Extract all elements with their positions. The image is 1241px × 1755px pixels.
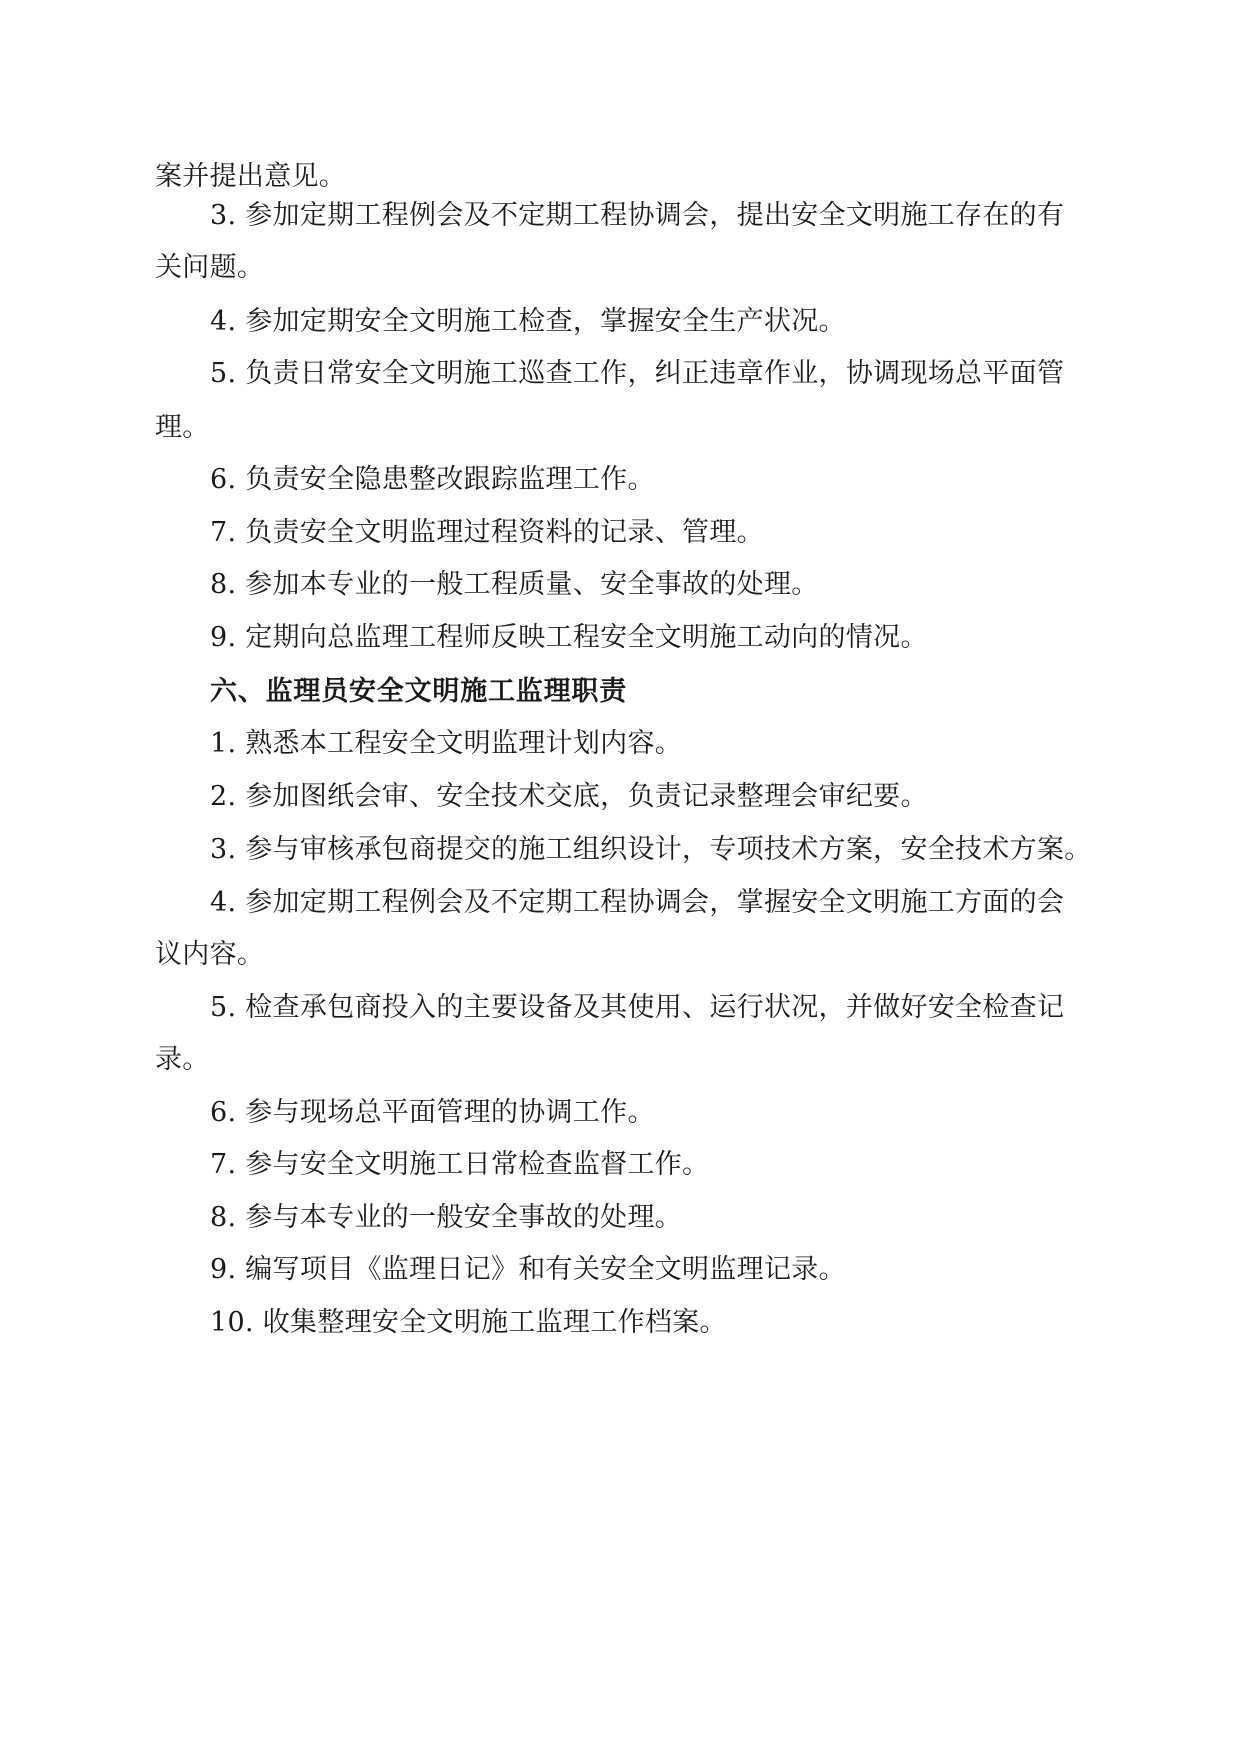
list-item: 5. 负责日常安全文明施工巡查工作，纠正违章作业，协调现场总平面管 xyxy=(210,358,1065,389)
list-item-continuation: 理。 xyxy=(155,412,210,443)
list-item: 3. 参与审核承包商提交的施工组织设计，专项技术方案，安全技术方案。 xyxy=(210,834,1092,865)
list-item: 7. 参与安全文明施工日常检查监督工作。 xyxy=(210,1149,710,1180)
list-item: 9. 编写项目《监理日记》和有关安全文明监理记录。 xyxy=(210,1254,846,1285)
list-item-continuation: 录。 xyxy=(155,1044,210,1075)
list-item: 5. 检查承包商投入的主要设备及其使用、运行状况，并做好安全检查记 xyxy=(210,992,1065,1023)
list-item: 2. 参加图纸会审、安全技术交底，负责记录整理会审纪要。 xyxy=(210,781,928,812)
section-heading: 六、监理员安全文明施工监理职责 xyxy=(210,676,627,707)
list-item: 9. 定期向总监理工程师反映工程安全文明施工动向的情况。 xyxy=(210,622,928,653)
paragraph-line: 案并提出意见。 xyxy=(155,161,347,192)
list-item: 3. 参加定期工程例会及不定期工程协调会，提出安全文明施工存在的有 xyxy=(210,200,1065,231)
list-item: 4. 参加定期工程例会及不定期工程协调会，掌握安全文明施工方面的会 xyxy=(210,887,1065,918)
list-item: 8. 参加本专业的一般工程质量、安全事故的处理。 xyxy=(210,569,819,600)
list-item-continuation: 议内容。 xyxy=(155,939,265,970)
list-item: 7. 负责安全文明监理过程资料的记录、管理。 xyxy=(210,517,764,548)
list-item: 4. 参加定期安全文明施工检查，掌握安全生产状况。 xyxy=(210,306,846,337)
list-item: 10. 收集整理安全文明施工监理工作档案。 xyxy=(210,1307,727,1338)
list-item: 6. 参与现场总平面管理的协调工作。 xyxy=(210,1097,655,1128)
list-item-continuation: 关问题。 xyxy=(155,252,265,283)
list-item: 8. 参与本专业的一般安全事故的处理。 xyxy=(210,1202,683,1233)
list-item: 1. 熟悉本工程安全文明监理计划内容。 xyxy=(210,728,683,759)
list-item: 6. 负责安全隐患整改跟踪监理工作。 xyxy=(210,464,655,495)
